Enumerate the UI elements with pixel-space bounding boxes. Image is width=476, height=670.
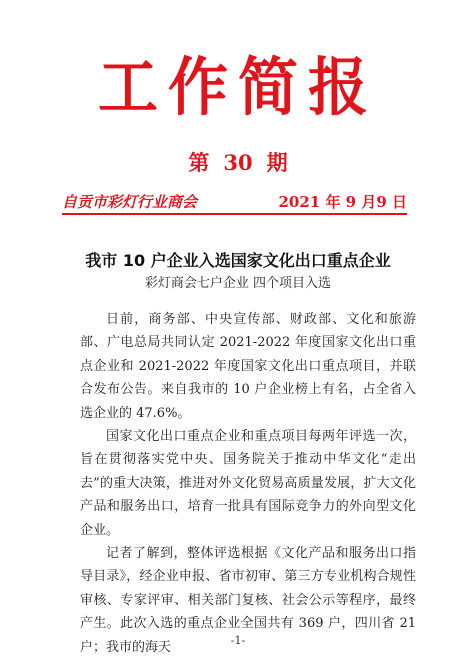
page-number: -1- bbox=[230, 634, 246, 647]
article-headline: 我市 10 户企业入选国家文化出口重点企业 bbox=[85, 251, 391, 270]
article-paragraph: 国家文化出口重点企业和重点项目每两年评选一次，旨在贯彻落实党中央、国务院关于推动中华文化“走出去”的重大决策，推进对外文化贸易高质量发展，扩大文化产品和服务出口，培育一批具有国际竞争力的外向型文化企业。 bbox=[80, 429, 416, 538]
issue-prefix: 第 bbox=[188, 150, 210, 175]
issue-suffix: 期 bbox=[266, 150, 288, 175]
red-divider bbox=[62, 213, 407, 215]
article-paragraph: 日前，商务部、中央宣传部、财政部、文化和旅游部、广电总局共同认定 2021-2022 年度国家文化出口重点企业和 2021-2022 年度国家文化出口重点项目，并联合发布公告。来自我市的 10 户企业榜上有名，占全省入选企业的 47.6%。 bbox=[80, 312, 416, 421]
issue-number bbox=[0, 150, 476, 176]
issue-number-value: 30 bbox=[223, 150, 253, 175]
issuing-organization: 自贡市彩灯行业商会 bbox=[62, 193, 198, 211]
article-subheadline: 彩灯商会七户企业 四个项目入选 bbox=[144, 276, 332, 291]
masthead-title: 工作简报 bbox=[98, 51, 378, 125]
issue-date: 2021 年 9 月9 日 bbox=[278, 193, 407, 211]
article-paragraph: 记者了解到，整体评选根据《文化产品和服务出口指导目录》，经企业申报、省市初审、第三方专业机构合规性审核、专家评审、相关部门复核、社会公示等程序，最终产生。此次入选的重点企业全国共有 369 户，四川省 21 户；我市的海天 bbox=[80, 546, 416, 655]
article-body bbox=[80, 308, 416, 659]
